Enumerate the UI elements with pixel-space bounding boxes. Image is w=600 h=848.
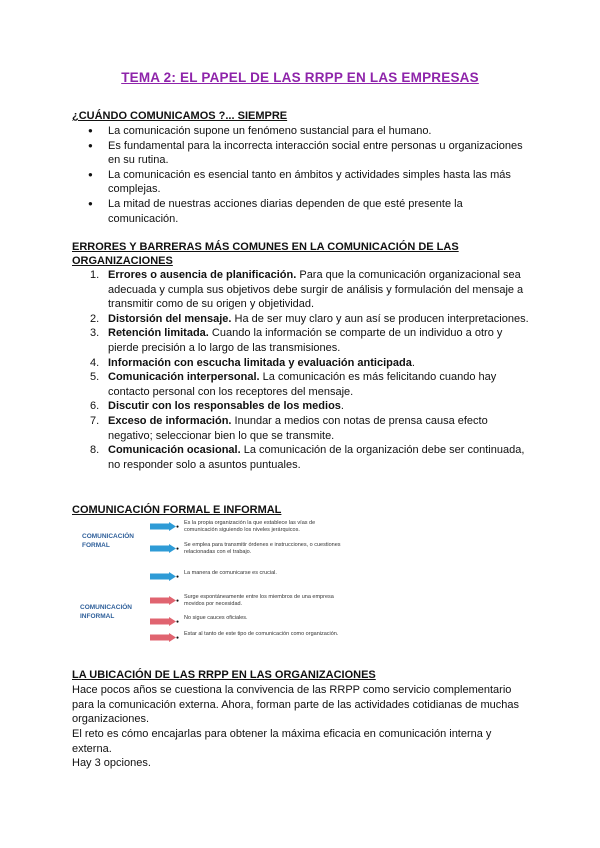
- bullet-icon: ●: [176, 635, 180, 641]
- item-text: .: [411, 356, 415, 369]
- list-item: ● Es fundamental para la incorrecta interacción social entre personas u organizaciones en su rutina.: [72, 139, 532, 168]
- section-heading-ubicacion: LA UBICACIÓN DE LAS RRPP EN LAS ORGANIZACIONES: [72, 669, 376, 681]
- list-item: [72, 370, 532, 399]
- item-number: 7.: [90, 414, 100, 427]
- item-bold: Errores o ausencia de planificación.: [108, 269, 297, 281]
- diagram-text: Se emplea para transmitir órdenes e instrucciones, o cuestiones relacionadas con el trabajo.: [184, 542, 341, 555]
- list-item: ● La comunicación supone un fenómeno sustancial para el humano.: [72, 124, 532, 139]
- list-item: [72, 326, 532, 355]
- diagram-text: Surge espontáneamente entre los miembros de una empresa movidos por necesidad.: [184, 594, 334, 607]
- diagram-text: Es la propia organización la que establece las vías de comunicación siguiendo los niveles jerárquicos.: [184, 520, 316, 533]
- arrow-icon: [150, 544, 176, 553]
- item-text: La comunicación de la organización debe ser continuada, no responder solo a asuntos puntuales.: [108, 444, 525, 471]
- section-heading-errores: ERRORES Y BARRERAS MÁS COMUNES EN LA COMUNICACIÓN DE LAS ORGANIZACIONES: [72, 241, 459, 267]
- item-bold: Distorsión del mensaje.: [108, 312, 232, 325]
- item-number: 4.: [90, 356, 100, 369]
- section-heading-formal-informal: COMUNICACIÓN FORMAL E INFORMAL: [72, 504, 282, 516]
- formal-label: COMUNICACIÓN FORMAL: [82, 533, 134, 549]
- arrow-icon: [150, 633, 176, 642]
- diagram-text: La manera de comunicarse es crucial.: [184, 570, 277, 576]
- list-item: [72, 414, 532, 443]
- arrow-icon: [150, 617, 176, 626]
- item-bold: Comunicación interpersonal.: [108, 371, 260, 384]
- list-item: [72, 399, 532, 414]
- item-bold: Exceso de información.: [108, 414, 232, 427]
- item-text: Cuando la información se comparte de un individuo a otro y pierde precisión a lo largo de las transmisiones.: [108, 327, 503, 354]
- item-bold: Información con escucha limitada y evaluación anticipada: [108, 356, 412, 369]
- bullet-list-cuando: [72, 124, 532, 226]
- bullet-icon: ●: [176, 619, 180, 625]
- informal-label: COMUNICACIÓN INFORMAL: [80, 604, 132, 620]
- item-text: Inundar a medios con notas de prensa causa efecto negativo; seleccionar bien lo que se transmite.: [108, 414, 488, 442]
- item-text: La comunicación es más felicitando cuando hay contacto personal con los receptores del mensaje.: [108, 371, 497, 398]
- arrow-icon: [150, 596, 176, 605]
- arrow-icon: [150, 572, 176, 581]
- bullet-icon: ●: [176, 598, 180, 604]
- list-item: [72, 312, 532, 327]
- bullet-icon: ●: [176, 524, 180, 530]
- list-item: [72, 268, 532, 312]
- paragraph: El reto es cómo encajarlas para obtener la máxima eficacia en comunicación interna y externa.: [72, 728, 492, 755]
- item-number: 8.: [90, 444, 100, 457]
- item-number: 2.: [90, 312, 100, 325]
- list-item: [72, 356, 532, 371]
- item-number: 6.: [90, 400, 100, 413]
- list-item: ● La mitad de nuestras acciones diarias dependen de que esté presente la comunicación.: [72, 197, 532, 226]
- item-number: 1.: [90, 269, 100, 281]
- diagram-text: No sigue cauces oficiales.: [184, 615, 248, 621]
- formal-informal-diagram: [80, 517, 360, 657]
- section-heading-cuando: ¿CUÁNDO COMUNICAMOS ?... SIEMPRE: [72, 110, 288, 122]
- paragraph: Hay 3 opciones.: [72, 757, 151, 769]
- diagram-text: Estar al tanto de este tipo de comunicación como organización.: [184, 631, 339, 637]
- arrow-icon: [150, 522, 176, 531]
- item-text: Ha de ser muy claro y aun así se producen interpretaciones.: [231, 312, 529, 325]
- list-item: [72, 443, 532, 472]
- list-item: ● La comunicación es esencial tanto en ámbitos y actividades simples hasta las más complejas.: [72, 168, 532, 197]
- bullet-icon: ●: [176, 546, 180, 552]
- item-text: .: [340, 400, 344, 413]
- page-title: TEMA 2: EL PAPEL DE LAS RRPP EN LAS EMPRESAS: [121, 70, 479, 85]
- item-number: 5.: [90, 371, 100, 384]
- item-bold: Discutir con los responsables de los medios: [108, 400, 341, 413]
- item-bold: Comunicación ocasional.: [108, 444, 241, 457]
- bullet-icon: ●: [176, 574, 180, 580]
- item-bold: Retención limitada.: [108, 327, 209, 340]
- item-text: Para que la comunicación organizacional sea adecuada y cumpla sus objetivos debe surgir de análisis y formulación del mensaje a transmitir como de su origen y objetividad.: [108, 269, 524, 311]
- item-number: 3.: [90, 327, 100, 340]
- numbered-list-errores: [72, 268, 532, 472]
- paragraph: Hace pocos años se cuestiona la convivencia de las RRPP como servicio complementario para la comunicación externa. Ahora, forman parte de las actividades cotidianas de muchas organizaciones.: [72, 684, 519, 726]
